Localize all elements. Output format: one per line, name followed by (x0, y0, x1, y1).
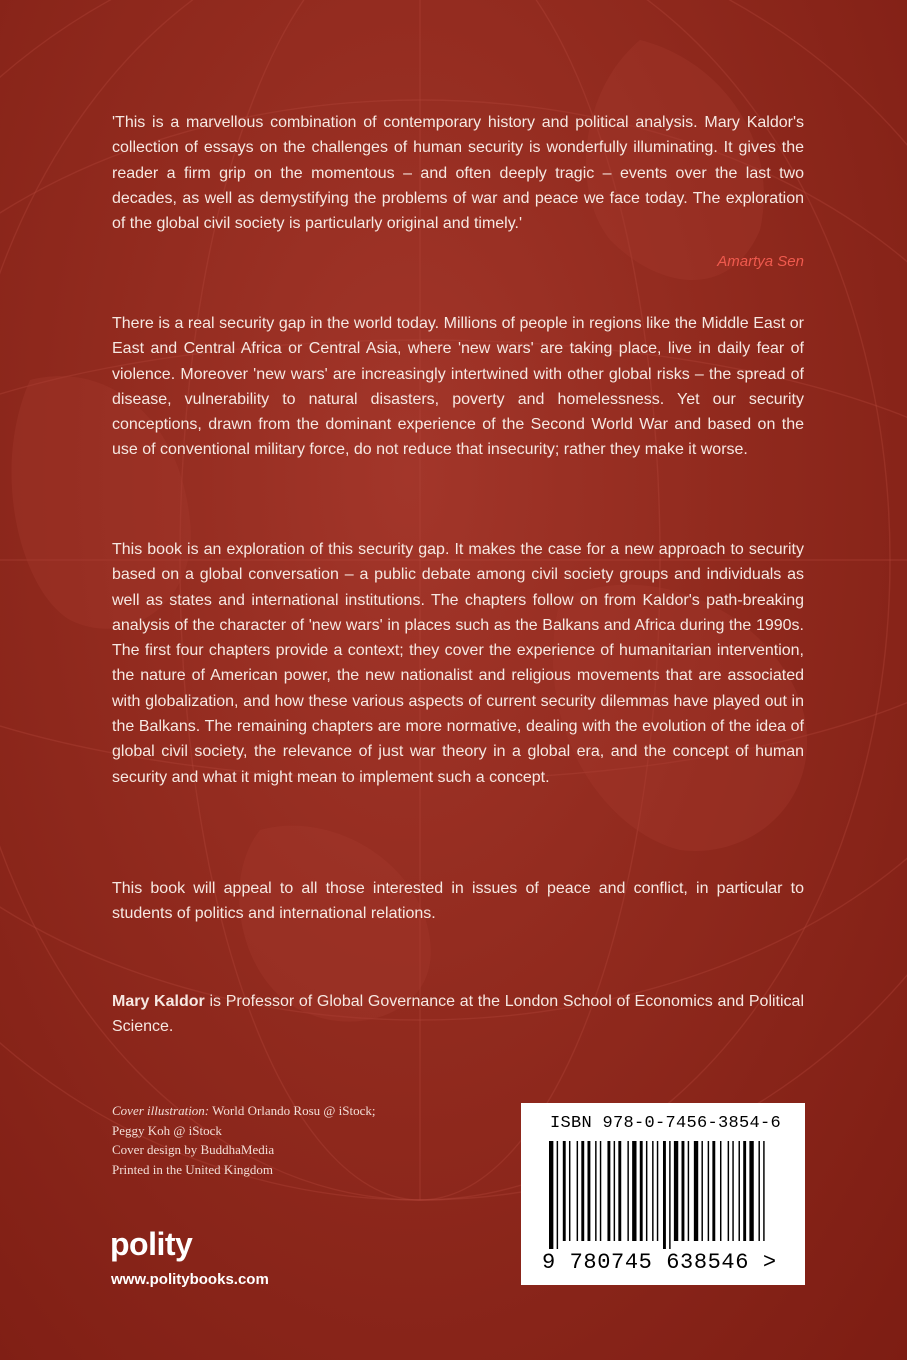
barcode-bar (600, 1141, 601, 1241)
author-name: Mary Kaldor (112, 993, 205, 1010)
barcode-bar (640, 1141, 643, 1241)
barcode-bar (595, 1141, 596, 1241)
barcode-bar (618, 1141, 621, 1241)
barcode-bar (720, 1141, 721, 1241)
barcode-bar (587, 1141, 590, 1241)
barcode-bar (632, 1141, 636, 1241)
credit-design: Cover design by BuddhaMedia (112, 1142, 275, 1157)
barcode-bar (569, 1141, 570, 1241)
barcode-bar (688, 1141, 689, 1241)
blurb-paragraph-1: There is a real security gap in the world today. Millions of people in regions like the Middle East or East and Central Africa or Central Asia, where 'new wars' are taking place, live in daily fear of violence. Moreover 'new wars' are increasingly intertwined with other global risks – the spread of disease, vulnerability to natural disasters, poverty and homelessness. Yet our security conceptions, drawn from the dominant experience of the Second World War and based on the use of conventional military force, do not reduce that insecurity; rather they make it worse. (112, 315, 804, 459)
barcode-bar (557, 1141, 558, 1249)
publisher-logo: polity (110, 1226, 193, 1262)
author-bio-text: is Professor of Global Governance at the London School of Economics and Political Science. (112, 993, 805, 1036)
barcode-bar (549, 1141, 553, 1249)
barcode-bar (577, 1141, 578, 1241)
blurb-paragraph-2: This book is an exploration of this security gap. It makes the case for a new approach to security based on a global conversation – a public debate among civil society groups and individuals as well as states and international institutions. The chapters follow on from Kaldor's path-breaking analysis of the character of 'new wars' in places such as the Balkans and Africa during the 1990s. The first four chapters provide a context; they cover the experience of humanitarian intervention, the nature of American power, the new nationalist and religious movements that are associated with globalization, and how these various aspects of current security dilemmas have played out in the Balkans. The remaining chapters are more normative, dealing with the evolution of the idea of global civil society, the relevance of just war theory in a global era, and the concept of human security and what it might mean to implement such a concept. (112, 541, 804, 786)
barcode-bar (614, 1141, 615, 1241)
author-bio (112, 989, 804, 1040)
isbn-label: ISBN 978-0-7456-3854-6 (550, 1114, 782, 1133)
credit-illustration-text: World Orlando Rosu @ iStock; (209, 1103, 376, 1118)
credit-illustration-label: Cover illustration: (112, 1103, 210, 1118)
barcode-bar (669, 1141, 670, 1249)
barcode-bar (743, 1141, 746, 1241)
barcode-bar (701, 1141, 702, 1241)
barcode-bar (652, 1141, 653, 1241)
cover-credits (112, 1101, 375, 1179)
blurb-paragraph-3: This book will appeal to all those interested in issues of peace and conflict, in particular to students of politics and international relations. (112, 880, 804, 923)
credit-line-2: Peggy Koh @ iStock (112, 1122, 222, 1138)
barcode-bar (739, 1141, 740, 1241)
credit-printed: Printed in the United Kingdom (112, 1161, 274, 1177)
barcode-bar (627, 1141, 628, 1241)
review-quote: 'This is a marvellous combination of contemporary history and political analysis. Mary Kaldor's collection of essays on the challenges of human security is wonderfully illuminating. It gives the reader a firm grip on the momentous – and often deeply tragic – events over the last two decades, as well as demystifying the problems of war and peace we face today. The exploration of the global civil society is particularly original and timely.' (112, 114, 804, 233)
quote-attribution: Amartya Sen (717, 253, 804, 270)
barcode-bar (682, 1141, 685, 1241)
barcode-bar (581, 1141, 584, 1241)
barcode-bar (674, 1141, 678, 1241)
barcode-bar (712, 1141, 715, 1241)
barcode-bar (657, 1141, 658, 1241)
isbn-barcode (521, 1103, 805, 1285)
barcode-bar (732, 1141, 733, 1241)
barcode-bar (563, 1141, 566, 1241)
barcode-bar (763, 1141, 764, 1241)
barcode-bars (541, 1141, 771, 1249)
barcode-digits: 9 780745 638546 > (542, 1250, 777, 1275)
barcode-bar (758, 1141, 759, 1241)
barcode-bar (694, 1141, 698, 1241)
barcode-bar (749, 1141, 753, 1241)
barcode-bar (646, 1141, 647, 1241)
barcode-bar (607, 1141, 610, 1241)
barcode-bar (663, 1141, 666, 1249)
publisher-website: www.politybooks.com (111, 1271, 269, 1288)
barcode-bar (708, 1141, 709, 1241)
barcode-bar (728, 1141, 729, 1241)
